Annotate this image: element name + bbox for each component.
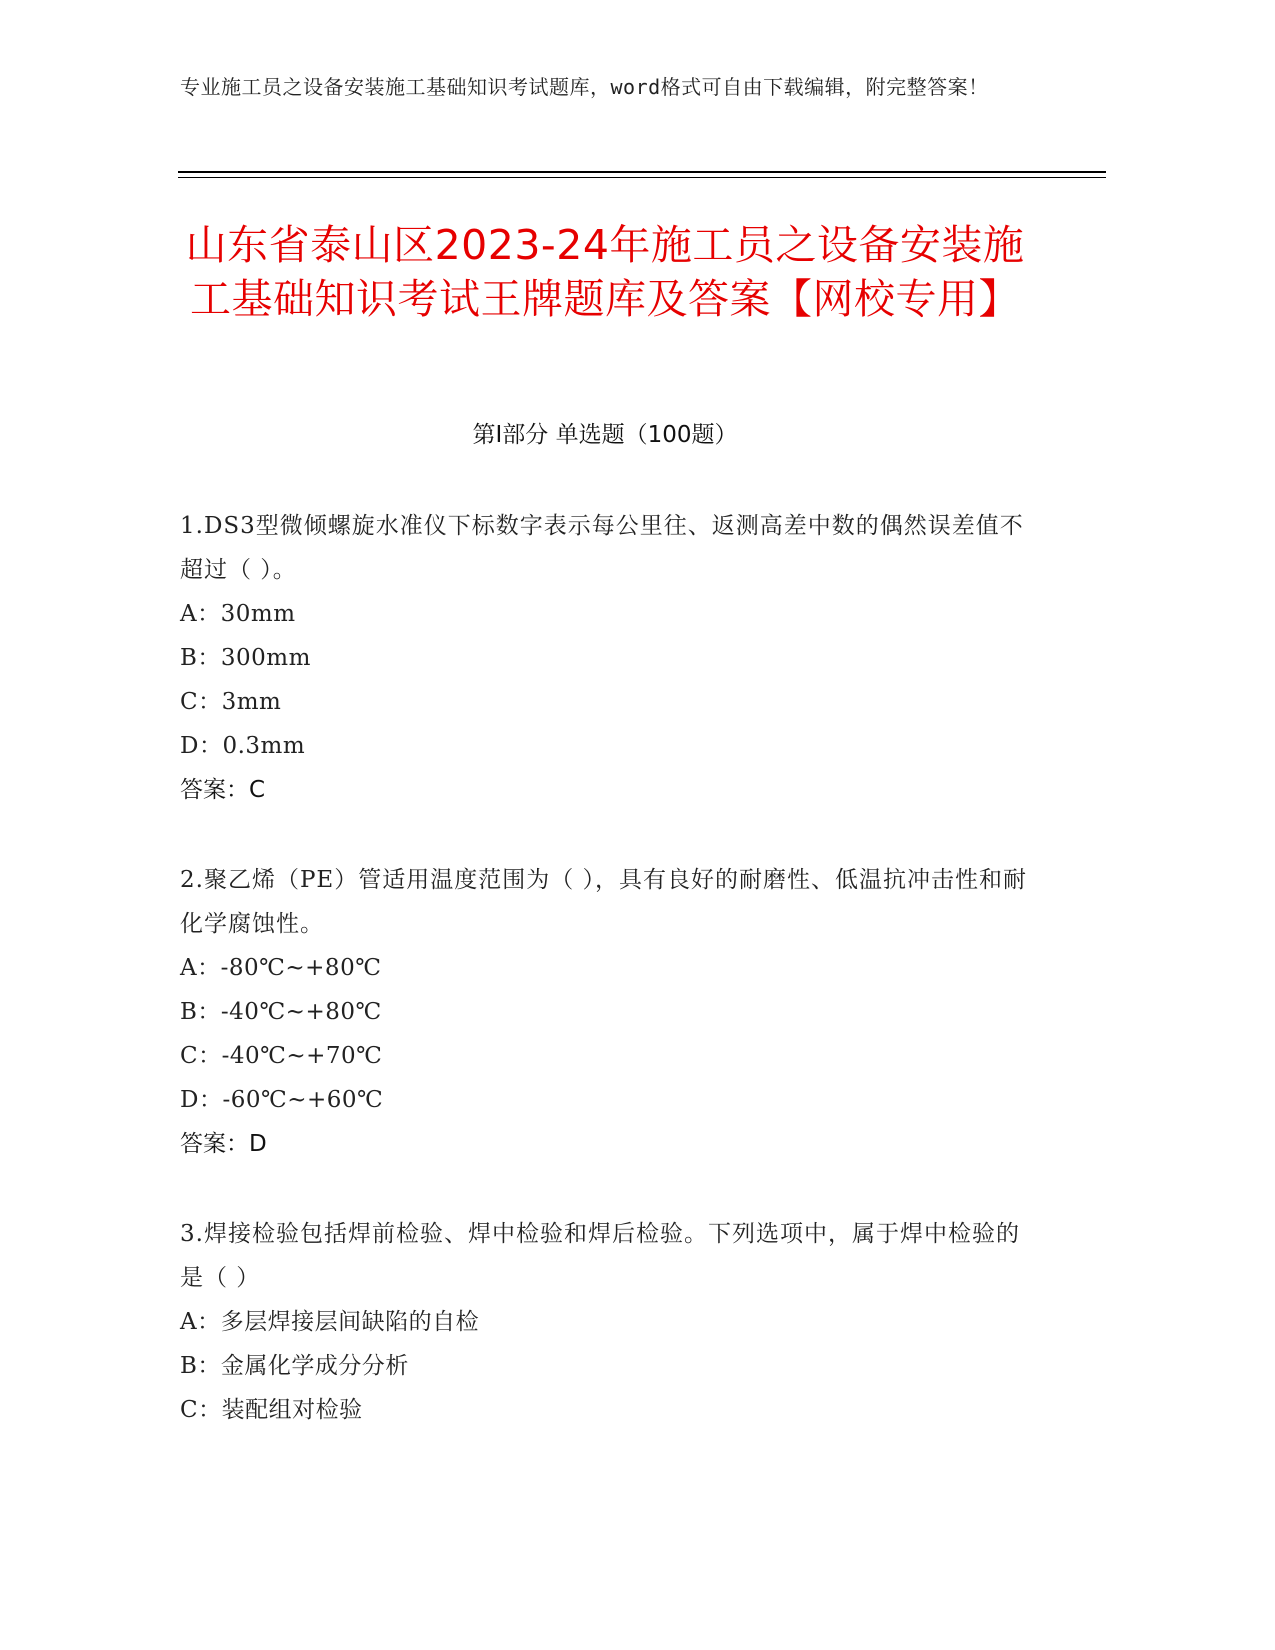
option-text: 300mm: [220, 645, 311, 671]
option-key: A：: [180, 1309, 221, 1335]
option-c: [180, 1388, 1040, 1432]
document-title: 山东省泰山区2023-24年施工员之设备安装施工基础知识考试王牌题库及答案【网校专用】: [185, 221, 1025, 323]
question-stem: 2.聚乙烯（PE）管适用温度范围为（ ），具有良好的耐磨性、低温抗冲击性和耐化学腐蚀性。: [180, 867, 1028, 937]
option-d: [180, 1078, 1040, 1122]
question-stem: 3.焊接检验包括焊前检验、焊中检验和焊后检验。下列选项中，属于焊中检验的是（ ）: [180, 1221, 1020, 1291]
option-key: A：: [180, 955, 221, 981]
option-key: D：: [180, 1087, 223, 1113]
option-c: [180, 1034, 1040, 1078]
option-key: B：: [180, 999, 221, 1025]
option-b: [180, 1344, 1040, 1388]
section-heading: 第Ⅰ部分 单选题（100题）: [472, 422, 738, 448]
question-2: [180, 858, 1040, 1166]
option-text: 30mm: [220, 601, 296, 627]
option-key: D：: [180, 733, 223, 759]
option-text: 3mm: [221, 689, 282, 715]
question-1: [180, 504, 1040, 812]
option-key: B：: [180, 1353, 221, 1379]
question-list: [180, 504, 1040, 1478]
option-key: C：: [180, 1043, 222, 1069]
question-stem: 1.DS3型微倾螺旋水准仪下标数字表示每公里往、返测高差中数的偶然误差值不超过（ ）。: [180, 513, 1024, 583]
option-text: 金属化学成分分析: [220, 1353, 409, 1379]
option-b: [180, 990, 1040, 1034]
option-d: [180, 724, 1040, 768]
option-a: [180, 1300, 1040, 1344]
question-3: [180, 1212, 1040, 1432]
option-b: [180, 636, 1040, 680]
header-rule-thick: [178, 171, 1106, 173]
option-key: B：: [180, 645, 221, 671]
option-key: C：: [180, 689, 222, 715]
option-text: 0.3mm: [222, 733, 306, 759]
option-a: [180, 946, 1040, 990]
option-text: -40℃~+70℃: [221, 1043, 383, 1069]
answer: 答案：C: [180, 777, 266, 803]
option-text: 装配组对检验: [221, 1397, 363, 1423]
header-rule-thin: [178, 177, 1106, 178]
option-text: 多层焊接层间缺陷的自检: [220, 1309, 480, 1335]
option-key: A：: [180, 601, 221, 627]
option-text: -80℃~+80℃: [220, 955, 382, 981]
option-c: [180, 680, 1040, 724]
option-a: [180, 592, 1040, 636]
option-text: -40℃~+80℃: [220, 999, 382, 1025]
answer: 答案：D: [180, 1131, 267, 1157]
header-note: 专业施工员之设备安装施工基础知识考试题库，word格式可自由下载编辑，附完整答案！: [180, 75, 989, 99]
option-key: C：: [180, 1397, 222, 1423]
option-text: -60℃~+60℃: [222, 1087, 384, 1113]
